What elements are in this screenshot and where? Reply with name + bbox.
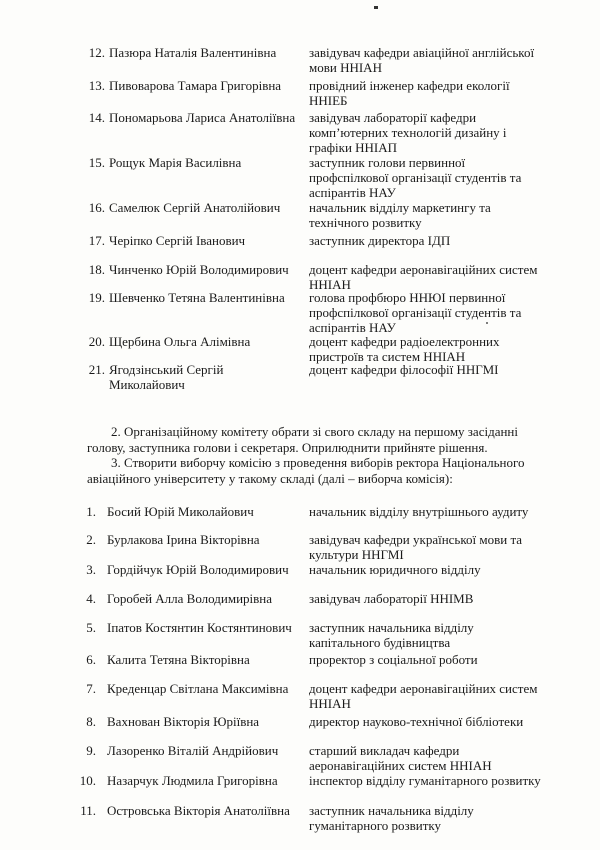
committee-position-line: доцент кафедри аеронавігаційних систем bbox=[309, 262, 538, 277]
committee-position-line: заступник директора ІДП bbox=[309, 233, 451, 248]
commission-person-name bbox=[107, 504, 254, 519]
commission-person-name-line: Горобей Алла Володимирівна bbox=[107, 591, 273, 606]
committee-number: 21. bbox=[88, 362, 105, 377]
committee-person-name-line: Шевченко Тетяна Валентинівна bbox=[109, 290, 285, 305]
committee-person-name-line: Пазюра Наталія Валентинівна bbox=[109, 45, 277, 60]
committee-person-name-line: Самелюк Сергій Анатолійович bbox=[109, 200, 281, 215]
committee-position-line: завідувач кафедри авіаційної англійської bbox=[309, 45, 535, 60]
commission-position-line: доцент кафедри аеронавігаційних систем bbox=[309, 681, 538, 696]
commission-position-line: інспектор відділу гуманітарного розвитку bbox=[309, 773, 541, 788]
committee-position bbox=[309, 233, 559, 248]
commission-position-line: заступник начальника відділу bbox=[309, 620, 474, 635]
commission-number: 9. bbox=[86, 743, 96, 758]
committee-position-line: аспірантів НАУ bbox=[309, 185, 396, 200]
commission-number: 3. bbox=[86, 562, 96, 577]
commission-person-name bbox=[107, 714, 259, 729]
commission-person-name-line: Креденцар Світлана Максимівна bbox=[107, 681, 289, 696]
committee-position bbox=[309, 155, 559, 200]
committee-number: 17. bbox=[88, 233, 105, 248]
commission-person-name bbox=[107, 803, 290, 818]
committee-position bbox=[309, 262, 559, 292]
committee-position bbox=[309, 78, 559, 108]
committee-position-line: графіки ННІАП bbox=[309, 140, 398, 155]
commission-position-line: аеронавігаційних систем ННІАН bbox=[309, 758, 492, 773]
committee-number: 20. bbox=[88, 334, 105, 349]
committee-number: 16. bbox=[88, 200, 105, 215]
scan-mark bbox=[374, 6, 378, 9]
commission-number: 6. bbox=[86, 652, 96, 667]
commission-position bbox=[309, 504, 559, 519]
commission-position bbox=[309, 652, 559, 667]
committee-position-line: ННІЕБ bbox=[309, 93, 348, 108]
commission-position bbox=[309, 714, 559, 729]
commission-number: 11. bbox=[80, 803, 96, 818]
commission-person-name-line: Гордійчук Юрій Володимирович bbox=[107, 562, 289, 577]
committee-position-line: начальник відділу маркетингу та bbox=[309, 200, 491, 215]
commission-person-name bbox=[107, 620, 292, 635]
commission-number: 7. bbox=[86, 681, 96, 696]
committee-number: 14. bbox=[88, 110, 105, 125]
committee-person-name bbox=[109, 233, 245, 248]
committee-position-line: технічного розвитку bbox=[309, 215, 422, 230]
committee-position-line: комп’ютерних технологій дизайну і bbox=[309, 125, 507, 140]
commission-person-name bbox=[107, 652, 250, 667]
commission-number: 2. bbox=[86, 532, 96, 547]
committee-position-line: профспілкової організації студентів та bbox=[309, 305, 522, 320]
commission-person-name-line: Назарчук Людмила Григорівна bbox=[107, 773, 278, 788]
commission-position-line: капітального будівництва bbox=[309, 635, 451, 650]
committee-person-name bbox=[109, 78, 281, 93]
committee-person-name-line: Пивоварова Тамара Григорівна bbox=[109, 78, 282, 93]
commission-person-name-line: Іпатов Костянтин Костянтинович bbox=[107, 620, 292, 635]
commission-person-name bbox=[107, 773, 278, 788]
commission-number: 8. bbox=[86, 714, 96, 729]
committee-number: 12. bbox=[88, 45, 105, 60]
commission-person-name-line: Островська Вікторія Анатоліївна bbox=[107, 803, 290, 818]
commission-position-line: начальник юридичного відділу bbox=[309, 562, 481, 577]
commission-position bbox=[309, 803, 559, 833]
commission-person-name-line: Босий Юрій Миколайович bbox=[107, 504, 254, 519]
commission-position-line: начальник відділу внутрішнього аудиту bbox=[309, 504, 529, 519]
paragraph-2-line-2: голову, заступника голови і секретаря. Оприлюднити прийняте рішення. bbox=[87, 439, 488, 455]
committee-person-name-line: Пономарьова Лариса Анатоліївна bbox=[109, 110, 296, 125]
commission-position-line: культури ННГМІ bbox=[309, 547, 404, 562]
commission-number: 1. bbox=[86, 504, 96, 519]
commission-position-line: заступник начальника відділу bbox=[309, 803, 474, 818]
committee-person-name-line: Черіпко Сергій Іванович bbox=[109, 233, 246, 248]
committee-position-line: аспірантів НАУ bbox=[309, 320, 396, 335]
commission-position-line: завідувач лабораторії ННІМВ bbox=[309, 591, 474, 606]
committee-position bbox=[309, 110, 559, 155]
commission-person-name bbox=[107, 532, 260, 547]
committee-position-line: доцент кафедри філософії ННГМІ bbox=[309, 362, 499, 377]
commission-position-line: гуманітарного розвитку bbox=[309, 818, 442, 833]
paragraph-2-line-1: 2. Організаційному комітету обрати зі свого складу на першому засіданні bbox=[111, 424, 518, 439]
commission-person-name-line: Лазоренко Віталій Андрійович bbox=[107, 743, 279, 758]
commission-position bbox=[309, 681, 559, 711]
committee-position-line: доцент кафедри радіоелектронних bbox=[309, 334, 500, 349]
commission-person-name-line: Вахнован Вікторія Юріївна bbox=[107, 714, 260, 729]
commission-position bbox=[309, 620, 559, 650]
committee-number: 13. bbox=[88, 78, 105, 93]
paragraph-2 bbox=[87, 424, 557, 455]
commission-position-line: старший викладач кафедри bbox=[309, 743, 460, 758]
committee-person-name bbox=[109, 334, 250, 349]
committee-person-name-line: Щербина Ольга Алімівна bbox=[109, 334, 251, 349]
committee-person-name bbox=[109, 362, 223, 392]
committee-position bbox=[309, 334, 559, 364]
committee-position-line: провідний інженер кафедри екології bbox=[309, 78, 510, 93]
paragraph-3-line-1: 3. Створити виборчу комісію з проведення виборів ректора Національного bbox=[111, 455, 525, 470]
committee-person-name bbox=[109, 262, 289, 277]
committee-person-name-line: Миколайович bbox=[109, 377, 185, 392]
commission-person-name-line: Калита Тетяна Вікторівна bbox=[107, 652, 250, 667]
committee-person-name bbox=[109, 155, 241, 170]
committee-position-line: профспілкової організації студентів та bbox=[309, 170, 522, 185]
commission-position bbox=[309, 591, 559, 606]
commission-person-name-line: Бурлакова Ірина Вікторівна bbox=[107, 532, 260, 547]
committee-person-name-line: Чинченко Юрій Володимирович bbox=[109, 262, 289, 277]
paragraph-3-line-2: авіаційного університету у такому складі (далі – виборча комісія): bbox=[87, 470, 453, 486]
commission-position bbox=[309, 532, 559, 562]
commission-person-name bbox=[107, 743, 278, 758]
committee-person-name bbox=[109, 45, 276, 60]
committee-position-line: мови ННІАН bbox=[309, 60, 382, 75]
committee-position-line: пристроїв та систем ННІАН bbox=[309, 349, 466, 364]
commission-number: 10. bbox=[79, 773, 96, 788]
committee-person-name-line: Ягодзінський Сергій bbox=[109, 362, 224, 377]
commission-position-line: директор науково-технічної бібліотеки bbox=[309, 714, 524, 729]
commission-position-line: проректор з соціальної роботи bbox=[309, 652, 478, 667]
paragraph-3 bbox=[87, 455, 557, 486]
committee-position-line: голова профбюро ННЮІ первинної bbox=[309, 290, 506, 305]
committee-number: 19. bbox=[88, 290, 105, 305]
committee-person-name-line: Рощук Марія Василівна bbox=[109, 155, 242, 170]
commission-number: 5. bbox=[86, 620, 96, 635]
committee-position bbox=[309, 290, 559, 335]
committee-position bbox=[309, 45, 559, 75]
commission-position-line: ННІАН bbox=[309, 696, 351, 711]
committee-position bbox=[309, 362, 559, 377]
commission-position bbox=[309, 743, 559, 773]
commission-person-name bbox=[107, 591, 272, 606]
committee-number: 18. bbox=[88, 262, 105, 277]
committee-person-name bbox=[109, 200, 280, 215]
committee-person-name bbox=[109, 110, 295, 125]
commission-person-name bbox=[107, 562, 289, 577]
committee-position-line: завідувач лабораторії кафедри bbox=[309, 110, 477, 125]
committee-person-name bbox=[109, 290, 285, 305]
commission-person-name bbox=[107, 681, 288, 696]
committee-number: 15. bbox=[88, 155, 105, 170]
commission-number: 4. bbox=[86, 591, 96, 606]
commission-position bbox=[309, 562, 559, 577]
committee-position-line: заступник голови первинної bbox=[309, 155, 466, 170]
committee-position bbox=[309, 200, 559, 230]
commission-position bbox=[309, 773, 559, 788]
commission-position-line: завідувач кафедри української мови та bbox=[309, 532, 523, 547]
committee-position-line: ННІАН bbox=[309, 277, 351, 292]
